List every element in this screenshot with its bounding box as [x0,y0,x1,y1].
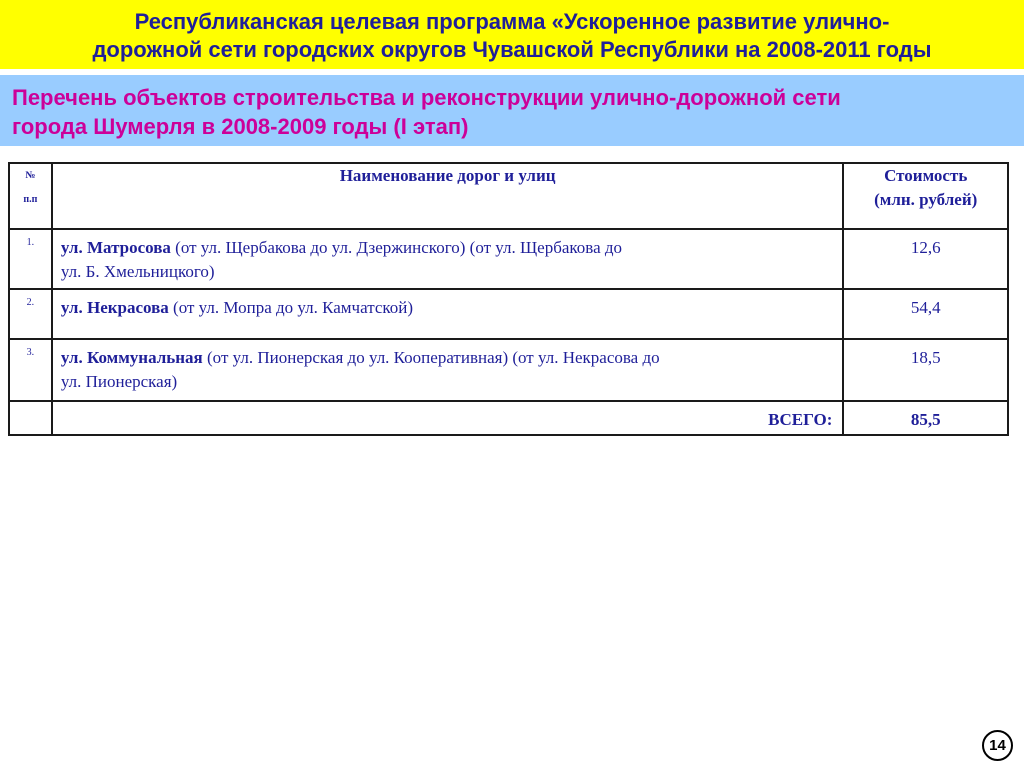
row-number: 1. [9,229,52,289]
road-name-cell [52,339,844,401]
street-name: ул. Коммунальная [60,348,203,367]
total-label: ВСЕГО: [52,401,844,435]
page-number-badge: 14 [982,730,1013,761]
list-subtitle-line-2: города Шумерля в 2008-2009 годы (I этап) [12,114,469,139]
total-empty-cell [9,401,52,435]
row-number: 3. [9,339,52,401]
program-title-line-1: Республиканская целевая программа «Ускоренное развитие улично- [134,9,890,34]
table-header-row [9,163,1008,229]
cost-value: 54,4 [843,289,1008,339]
column-header-cost [843,163,1008,229]
program-title-line-2: дорожной сети городских округов Чувашской Республики на 2008-2011 годы [92,37,932,62]
table-row [9,289,1008,339]
column-header-number [9,163,52,229]
row-number: 2. [9,289,52,339]
street-section: (от ул. Мопра до ул. Камчатской) [168,298,414,317]
cost-value: 18,5 [843,339,1008,401]
list-subtitle-box [0,75,1024,146]
street-section-continued: ул. Пионерская) [60,372,178,391]
street-section: (от ул. Пионерская до ул. Кооперативная) (от ул. Некрасова до [202,348,660,367]
column-header-cost-line-1: Стоимость [884,166,968,185]
street-section-continued: ул. Б. Хмельницкого) [60,262,215,281]
road-name-cell [52,229,844,289]
column-header-number-sign: № [25,170,36,181]
column-header-number-abbr: п.п [23,194,38,205]
cost-value: 12,6 [843,229,1008,289]
column-header-cost-line-2: (млн. рублей) [874,190,978,209]
list-subtitle-line-1: Перечень объектов строительства и реконструкции улично-дорожной сети [12,85,841,110]
objects-table [8,162,1009,436]
program-title-banner [0,0,1024,69]
table-row [9,339,1008,401]
street-name: ул. Матросова [60,238,171,257]
street-name: ул. Некрасова [60,298,169,317]
column-header-name: Наименование дорог и улиц [52,163,844,229]
table-total-row [9,401,1008,435]
table-row [9,229,1008,289]
road-name-cell [52,289,844,339]
street-section: (от ул. Щербакова до ул. Дзержинского) (от ул. Щербакова до [170,238,623,257]
total-value: 85,5 [843,401,1008,435]
